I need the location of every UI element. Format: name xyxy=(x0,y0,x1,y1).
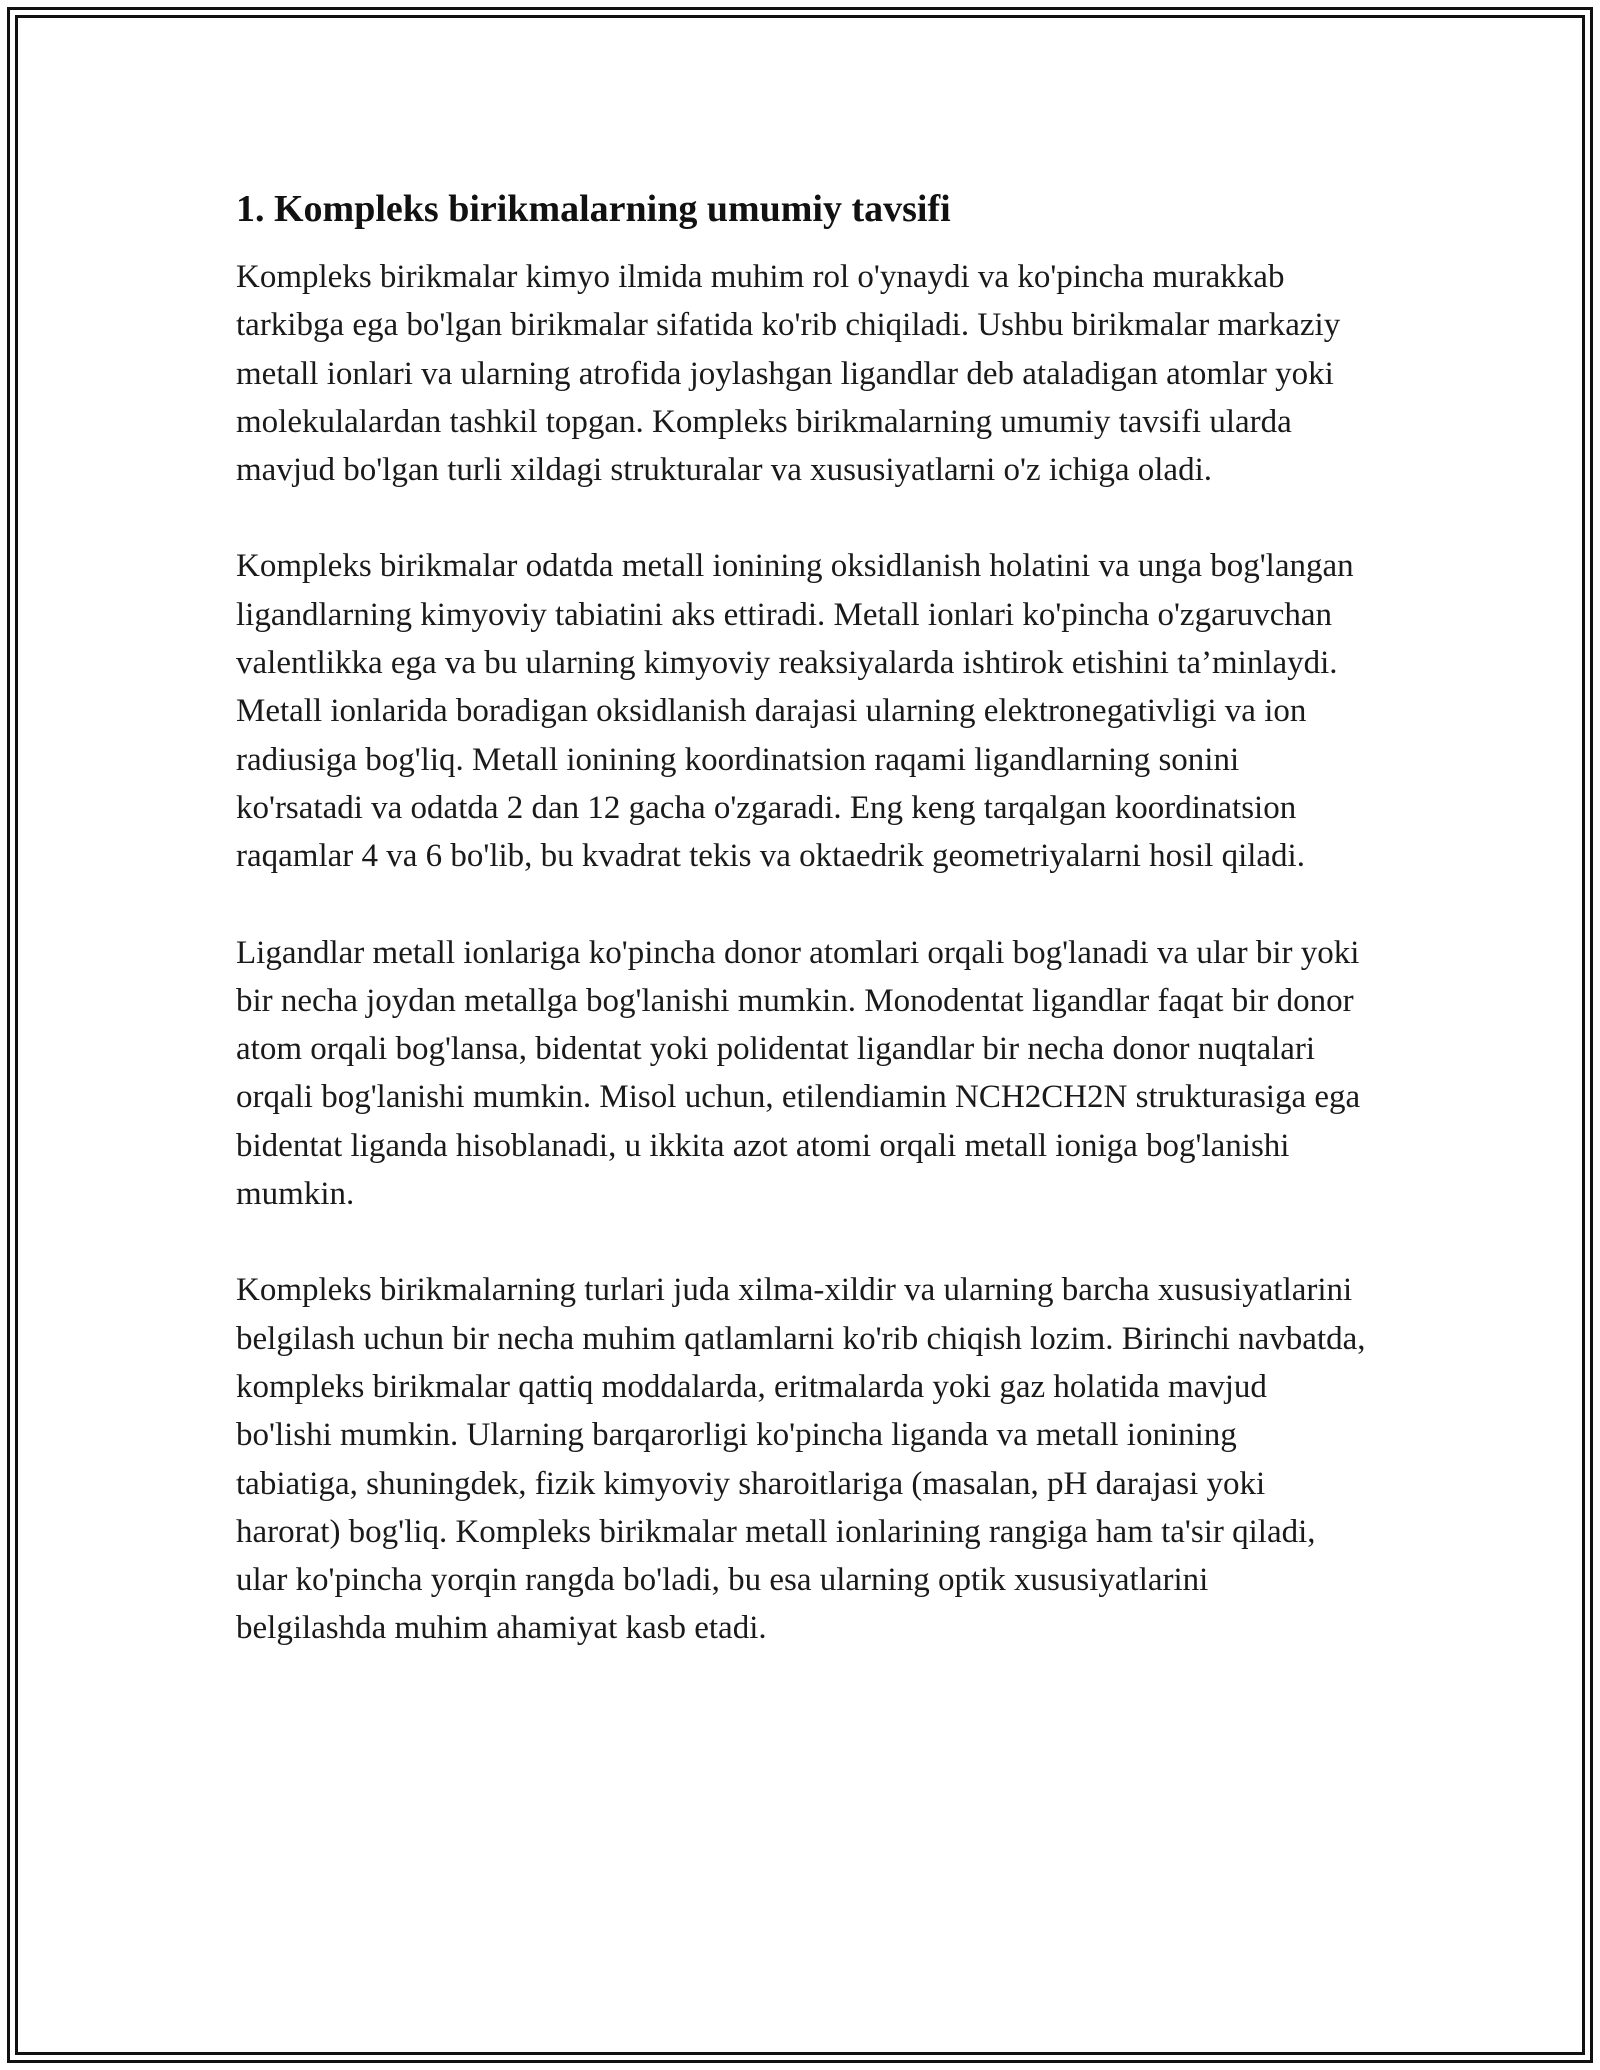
paragraph-4: Kompleks birikmalarning turlari juda xilma-xildir va ularning barcha xususiyatlarini belgilash uchun bir necha muhim qatlamlarni ko'rib chiqish lozim. Birinchi navbatda, kompleks birikmalar qattiq moddalarda, eritmalarda yoki gaz holatida mavjud bo'lishi mumkin. Ularning barqarorligi ko'pincha liganda va metall ionining tabiatiga, shuningdek, fizik kimyoviy sharoitlariga (masalan, pH darajasi yoki harorat) bog'liq. Kompleks birikmalar metall ionlarining rangiga ham ta'sir qiladi, ular ko'pincha yorqin rangda bo'ladi, bu esa ularning optik xususiyatlarini belgilashda muhim ahamiyat kasb etadi. xyxy=(236,1272,1366,1647)
document-body xyxy=(236,185,1366,1701)
section-heading: 1. Kompleks birikmalarning umumiy tavsifi xyxy=(236,188,951,230)
paragraph-2: Kompleks birikmalar odatda metall ionining oksidlanish holatini va unga bog'langan ligandlarning kimyoviy tabiatini aks ettiradi. Metall ionlari ko'pincha o'zgaruvchan valentlikka ega va bu ularning kimyoviy reaksiyalarda ishtirok etishini ta’minlaydi. Metall ionlarida boradigan oksidlanish darajasi ularning elektronegativligi va ion radiusiga bog'liq. Metall ionining koordinatsion raqami ligandlarning sonini ko'rsatadi va odatda 2 dan 12 gacha o'zgaradi. Eng keng tarqalgan koordinatsion raqamlar 4 va 6 bo'lib, bu kvadrat tekis va oktaedrik geometriyalarni hosil qiladi. xyxy=(236,548,1354,875)
paragraph-3: Ligandlar metall ionlariga ko'pincha donor atomlari orqali bog'lanadi va ular bir yoki bir necha joydan metallga bog'lanishi mumkin. Monodentat ligandlar faqat bir donor atom orqali bog'lansa, bidentat yoki polidentat ligandlar bir necha donor nuqtalari orqali bog'lanishi mumkin. Misol uchun, etilendiamin NCH2CH2N strukturasiga ega bidentat liganda hisoblanadi, u ikkita azot atomi orqali metall ioniga bog'lanishi mumkin. xyxy=(236,934,1361,1213)
paragraph-1: Kompleks birikmalar kimyo ilmida muhim rol o'ynaydi va ko'pincha murakkab tarkibga ega bo'lgan birikmalar sifatida ko'rib chiqiladi. Ushbu birikmalar markaziy metall ionlari va ularning atrofida joylashgan ligandlar deb ataladigan atomlar yoki molekulalardan tashkil topgan. Kompleks birikmalarning umumiy tavsifi ularda mavjud bo'lgan turli xildagi strukturalar va xususiyatlarni o'z ichiga oladi. xyxy=(236,259,1341,489)
